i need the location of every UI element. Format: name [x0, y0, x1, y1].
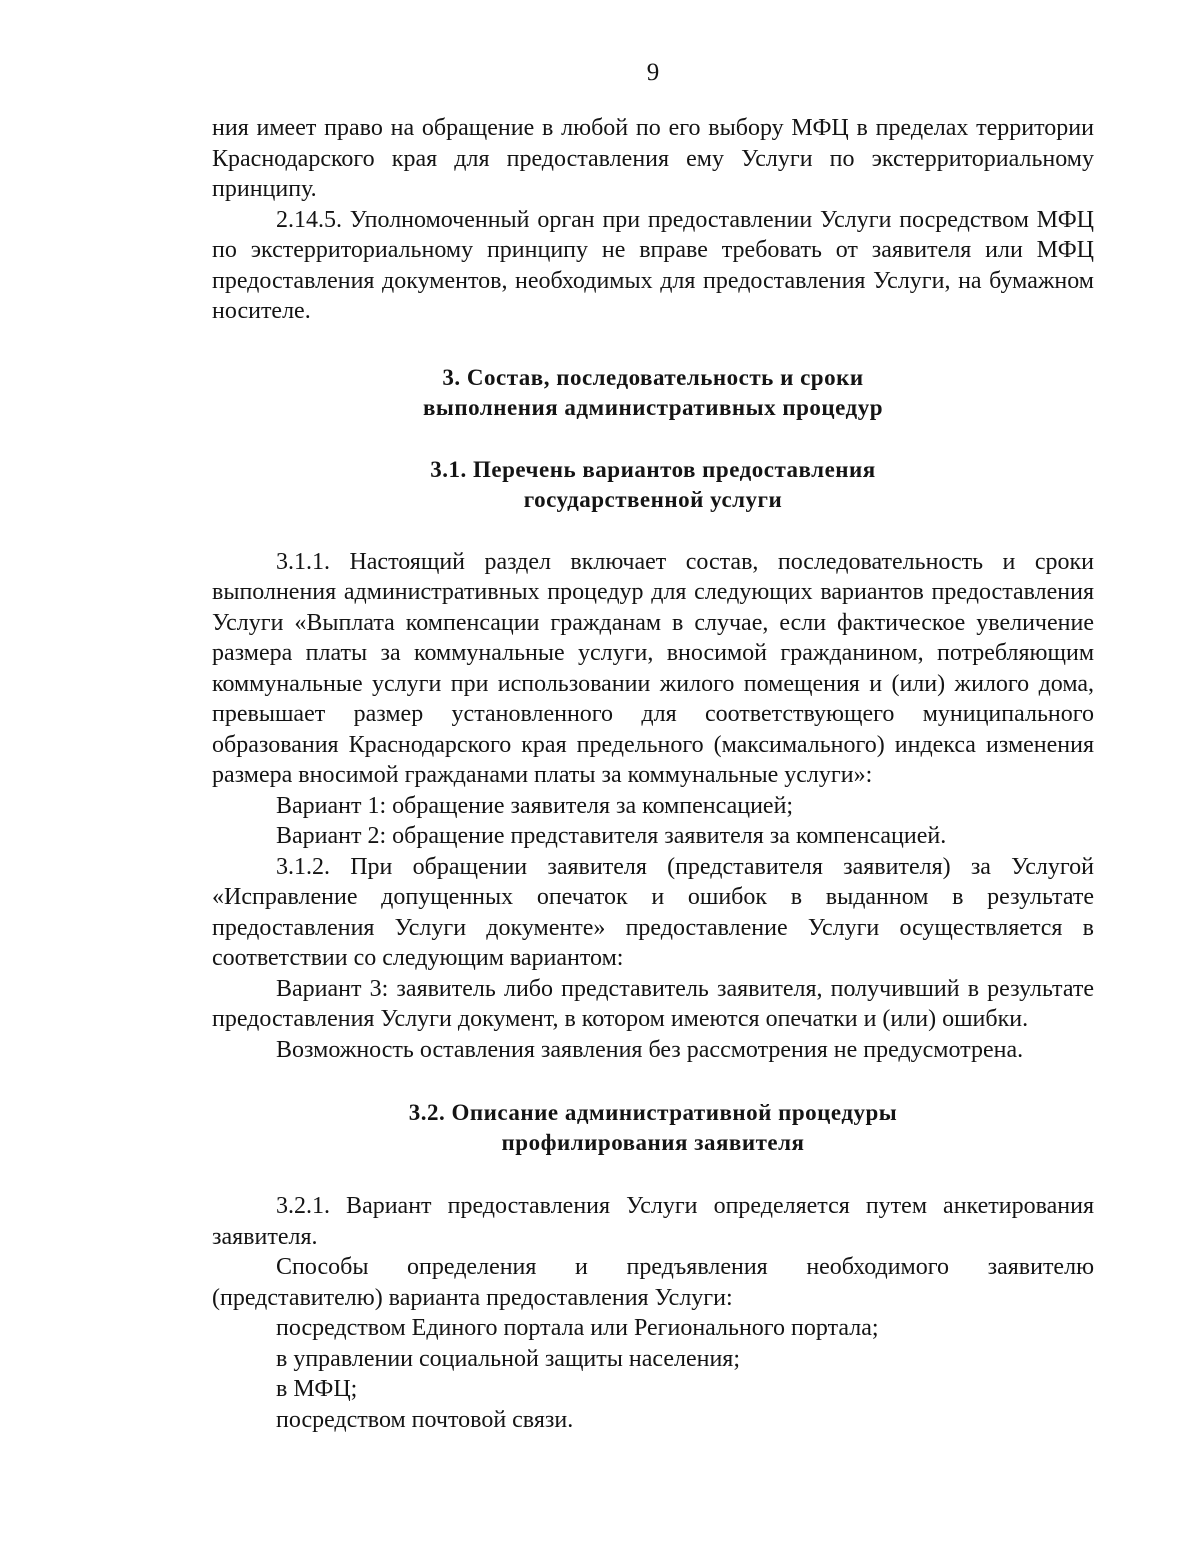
paragraph-2-14-5: 2.14.5. Уполномоченный орган при предоставлении Услуги посредством МФЦ по экстерриториальному принципу не вправе требовать от заявителя или МФЦ предоставления документов, необходимых для предоставления Услуги, на бумажном носителе.: [212, 206, 1094, 324]
list-item: посредством Единого портала или Регионального портала;: [276, 1315, 879, 1341]
paragraph-continuation: ния имеет право на обращение в любой по его выбору МФЦ в пределах территории Краснодарского края для предоставления ему Услуги по экстерриториальному принципу.: [212, 115, 1094, 202]
section-3-heading-line2: выполнения административных процедур: [423, 394, 883, 420]
list-item: посредством почтовой связи.: [276, 1406, 574, 1433]
paragraph-no-rejection: Возможность оставления заявления без рассмотрения не предусмотрена.: [276, 1036, 1024, 1063]
page-number: 9: [646, 59, 660, 86]
document-page: [212, 58, 1094, 1435]
section-3-2-heading-line1: 3.2. Описание административной процедуры: [408, 1100, 898, 1125]
paragraph-3-2-1: 3.2.1. Вариант предоставления Услуги определяется путем анкетирования заявителя.: [212, 1193, 1094, 1250]
paragraph-variant-1: Вариант 1: обращение заявителя за компенсацией;: [276, 792, 794, 819]
paragraph-3-1-1: 3.1.1. Настоящий раздел включает состав, последовательность и сроки выполнения административных процедур для следующих вариантов предоставления Услуги «Выплата компенсации гражданам в случае, если фактическое увеличение размера платы за коммунальные услуги, вносимой гражданином, потребляющим коммунальные услуги при использовании жилого помещения и (или) жилого дома, превышает размер установленного для соответствующего муниципального образования Краснодарского края предельного (максимального) индекса изменения размера вносимой гражданами платы за коммунальные услуги»:: [212, 548, 1094, 788]
methods-list: [212, 1313, 1094, 1435]
section-3-heading-line1: 3. Состав, последовательность и сроки: [442, 364, 864, 390]
section-3-1-heading-line1: 3.1. Перечень вариантов предоставления: [430, 456, 876, 482]
list-item: в управлении социальной защиты населения;: [276, 1345, 741, 1372]
paragraph-variant-3: Вариант 3: заявитель либо представитель заявителя, получивший в результате предоставления Услуги документ, в котором имеются опечатки и (или) ошибки.: [212, 975, 1094, 1032]
section-3-1-heading-line2: государственной услуги: [523, 486, 783, 512]
paragraph-3-1-2: 3.1.2. При обращении заявителя (представителя заявителя) за Услугой «Исправление допущенных опечаток и ошибок в выданном в результате предоставления Услуги документе» предоставление Услуги осуществляется в соответствии со следующим вариантом:: [212, 853, 1094, 971]
section-3-heading: [212, 363, 1094, 423]
section-3-1-heading: [212, 455, 1094, 515]
list-item: в МФЦ;: [276, 1376, 358, 1402]
paragraph-methods: Способы определения и предъявления необходимого заявителю (представителю) варианта предоставления Услуги:: [212, 1254, 1094, 1311]
section-3-2-heading-line2: профилирования заявителя: [501, 1130, 805, 1155]
paragraph-variant-2: Вариант 2: обращение представителя заявителя за компенсацией.: [276, 823, 947, 849]
section-3-2-heading: [212, 1098, 1094, 1158]
